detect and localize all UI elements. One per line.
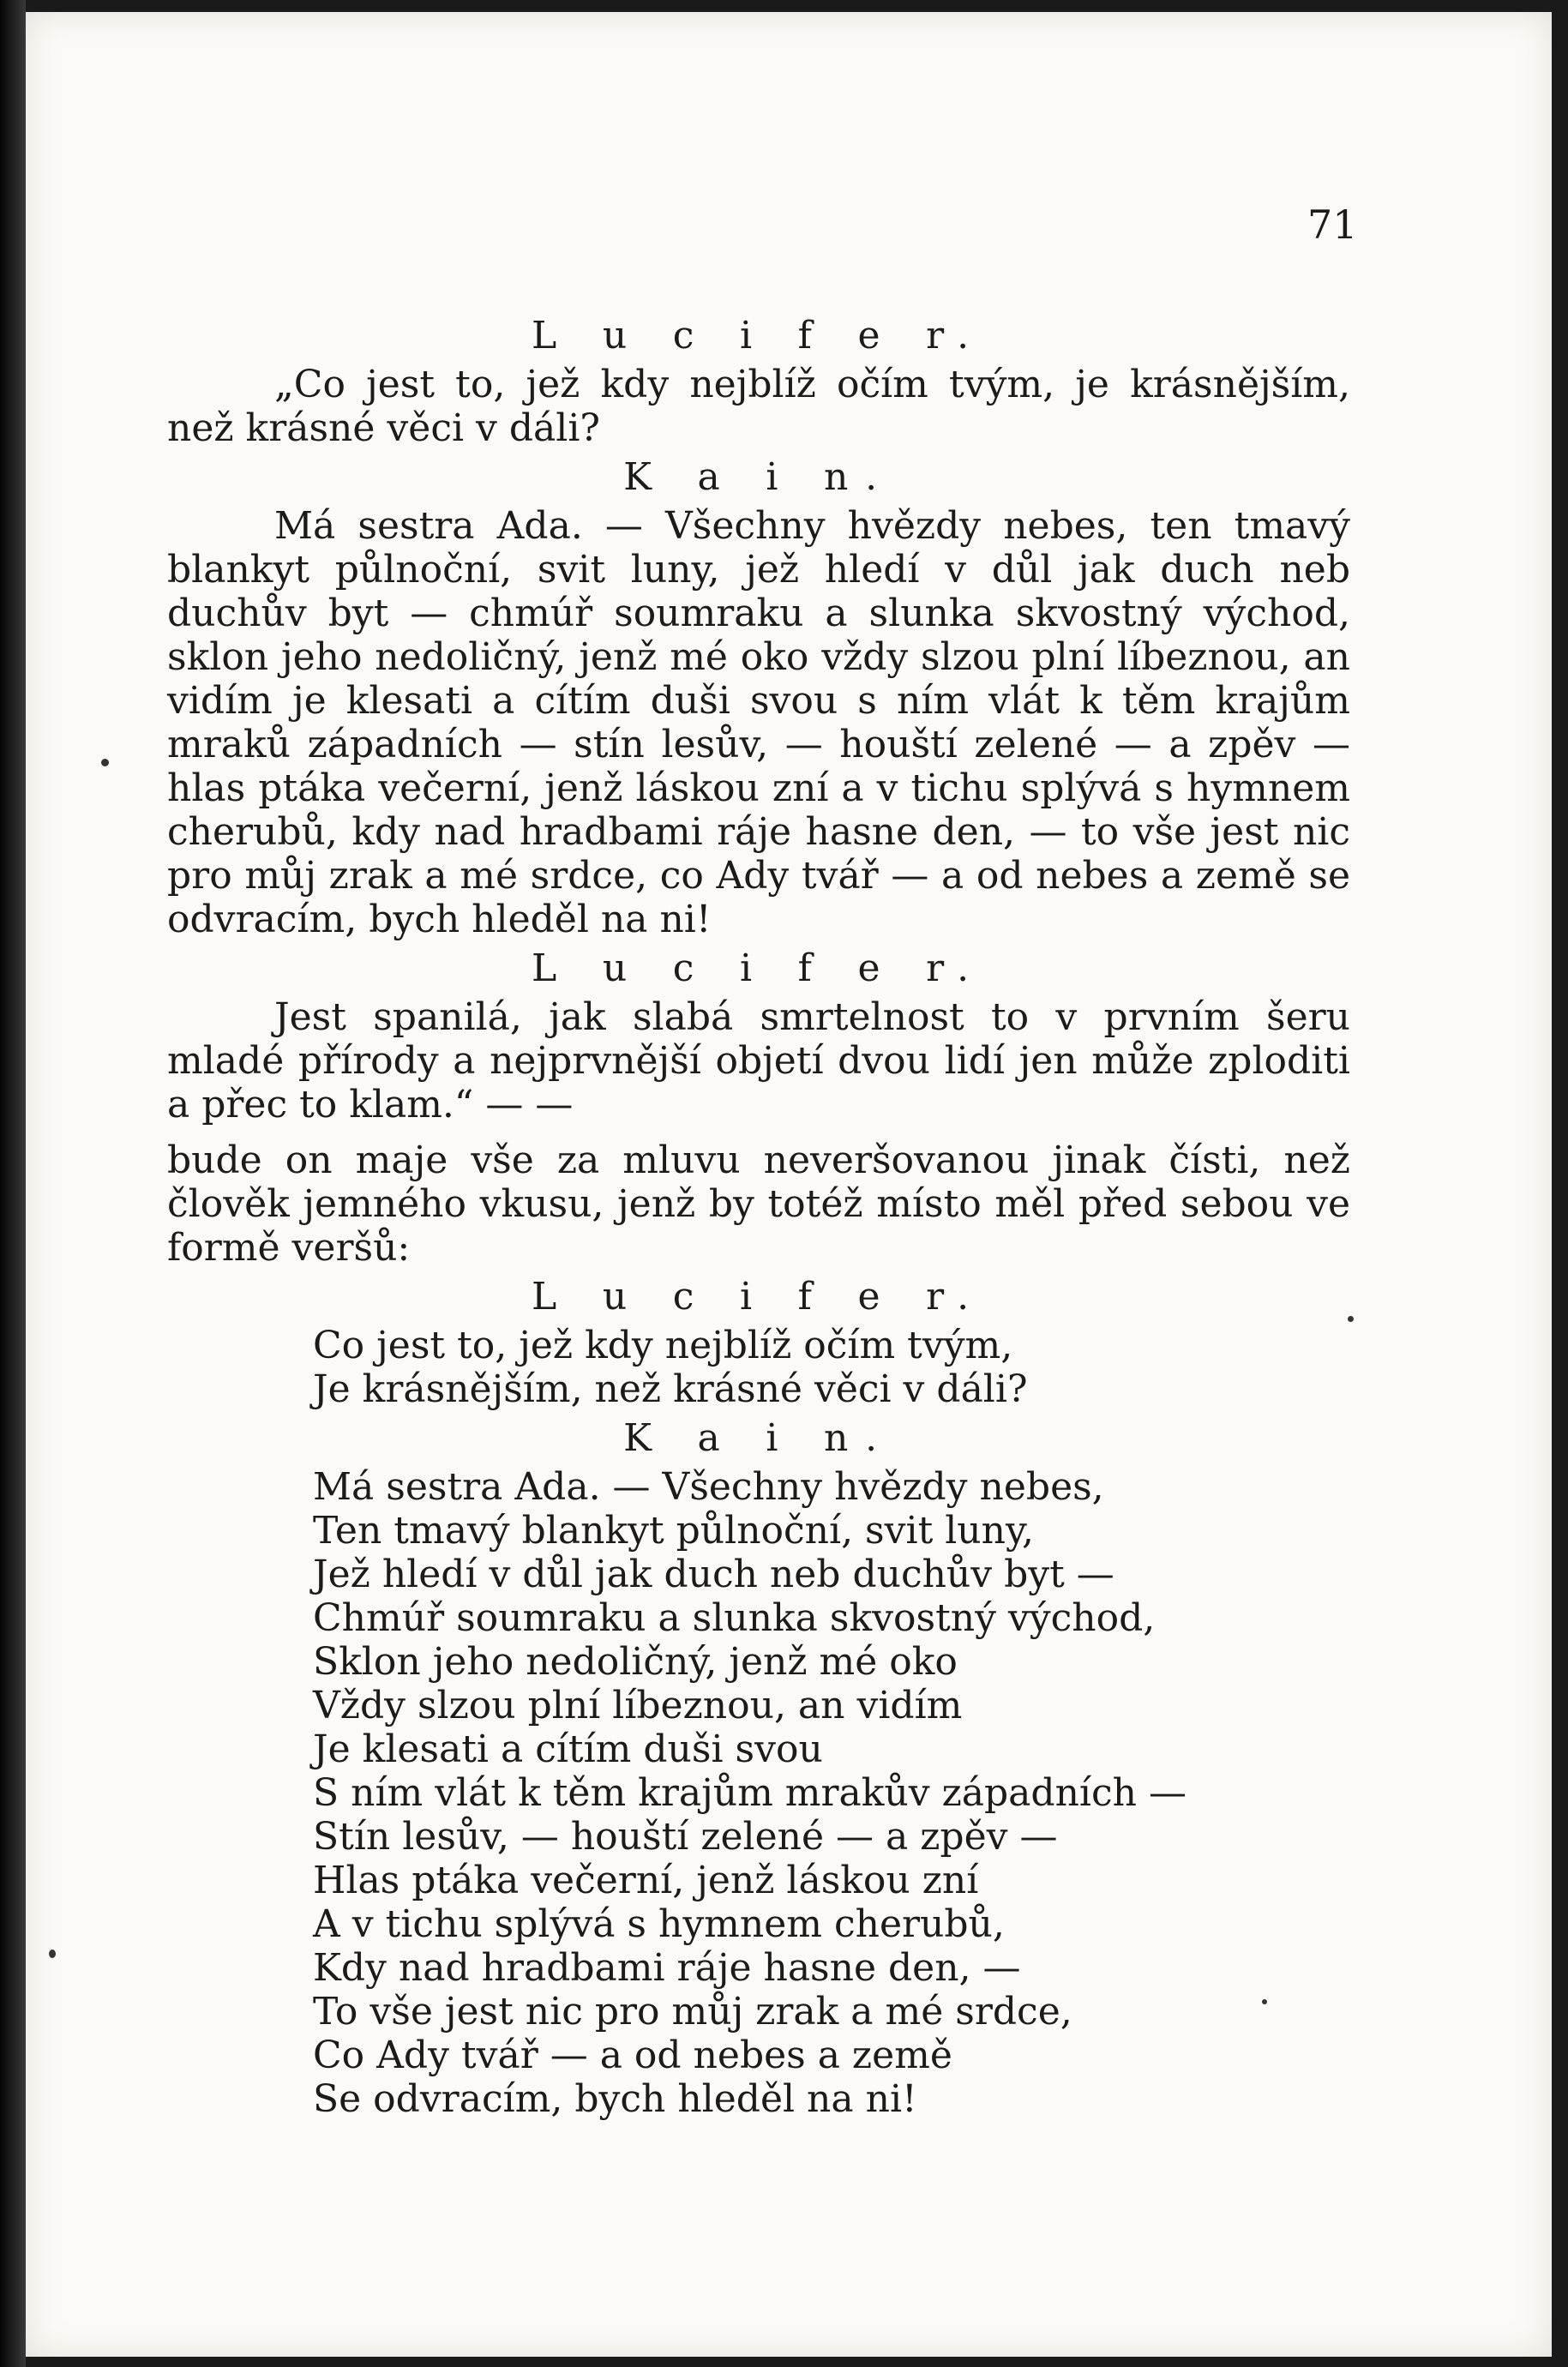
speaker-heading: K a i n. [623,455,894,499]
prose-paragraph: Jest spanilá, jak slabá smrtelnost to v prvním šeru mladé přírody a nejprvnější objetí dvou lidí jen může zploditi a přec to klam.“ — — [167,995,1350,1126]
verse-line: Kdy nad hradbami ráje hasne den, — [313,1946,1021,1990]
verse-line: Co Ady tvář — a od nebes a země [313,2034,952,2077]
speaker-heading: K a i n. [623,1416,894,1460]
verse-line: Je klesati a cítím duši svou [313,1727,823,1771]
paper-speck [101,759,109,766]
prose-paragraph: „Co jest to, jež kdy nejblíž očím tvým, je krásnějším, než krásné věci v dáli? [167,363,1350,450]
verse-line: Chmúř soumraku a slunka skvostný východ, [313,1596,1156,1640]
paper-speck [49,1949,56,1958]
speaker-heading: L u c i f e r. [532,946,986,990]
paper-speck [1348,1316,1354,1322]
verse-line: Je krásnějším, než krásné věci v dáli? [313,1367,1028,1411]
bridge-paragraph: bude on maje vše za mluvu neveršovanou jinak čísti, než člověk jemného vkusu, jenž by totéž místo měl před sebou ve formě veršů: [167,1138,1350,1270]
verse-line: To vše jest nic pro můj zrak a mé srdce, [313,1990,1072,2034]
verse-line: Se odvracím, bych hleděl na ni! [313,2077,917,2121]
verse-line: A v tichu splývá s hymnem cherubů, [313,1902,1005,1946]
verse-line: Stín lesův, — houští zelené — a zpěv — [313,1815,1058,1859]
verse-line: Co jest to, jež kdy nejblíž očím tvým, [313,1324,1013,1367]
verse-block [313,1465,1350,2121]
verse-line: Vždy slzou plní líbeznou, an vidím [313,1684,963,1727]
verse-line: Sklon jeho nedoličný, jenž mé oko [313,1640,958,1684]
page-body [167,309,1350,2121]
verse-line: S ním vlát k těm krajům mrakův západních — [313,1771,1187,1815]
verse-line: Ten tmavý blankyt půlnoční, svit luny, [313,1509,1034,1553]
verse-line: Má sestra Ada. — Všechny hvězdy nebes, [313,1465,1104,1509]
paper-speck [1262,1999,1267,2004]
verse-line: Jež hledí v důl jak duch neb duchův byt — [313,1553,1114,1596]
page-number: 71 [1307,201,1358,248]
book-spine [0,0,26,2367]
prose-paragraph: Má sestra Ada. — Všechny hvězdy nebes, ten tmavý blankyt půlnoční, svit luny, jež hledí v důl jak duch neb duchův byt — chmúř soumraku a slunka skvostný východ, sklon jeho nedoličný, jenž mé oko vždy slzou plní líbeznou, an vidím je klesati a cítím duši svou s ním vlát k těm krajům mraků západních — stín lesův, — houští zelené — a zpěv — hlas ptáka večerní, jenž láskou zní a v tichu splývá s hymnem cherubů, kdy nad hradbami ráje hasne den, — to vše jest nic pro můj zrak a mé srdce, co Ady tvář — a od nebes a země se odvracím, bych hleděl na ni! [167,504,1350,941]
verse-line: Hlas ptáka večerní, jenž láskou zní [313,1859,979,1902]
speaker-heading: L u c i f e r. [532,314,986,357]
verse-block [313,1324,1350,1411]
speaker-heading: L u c i f e r. [532,1275,986,1319]
